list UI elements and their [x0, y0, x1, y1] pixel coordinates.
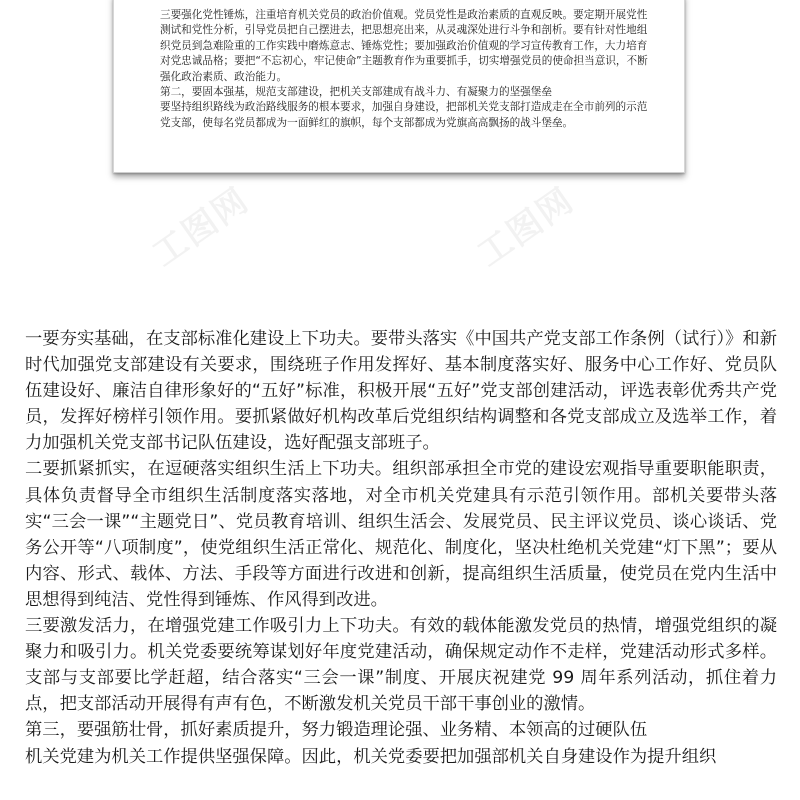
preview-paragraph: 第二，要固本强基，规范支部建设，把机关支部建成有战斗力、有凝聚力的坚强堡垒	[160, 86, 552, 99]
body-paragraph: 三要激发活力，在增强党建工作吸引力上下功夫。有效的载体能激发党员的热情，增强党组织的凝聚力和吸引力。机关党委要统筹谋划好年度党建活动，确保规定动作不走样，党建活动形式多样。支部与支部要比学赶超，结合落实“三会一课”制度、开展庆祝建党 99 周年系列活动，抓住着力点，把支部活动开展得有声有色，不断激发机关党员干部干事创业的激情。	[25, 616, 777, 715]
body-paragraph: 二要抓紧抓实，在逗硬落实组织生活上下功夫。组织部承担全市党的建设宏观指导重要职能职责，具体负责督导全市组织生活制度落实落地，对全市机关党建具有示范引领作用。部机关要带头落实“三会一课”“主题党日”、党员教育培训、组织生活会、发展党员、民主评议党员、谈心谈话、党务公开等“八项制度”，使党组织生活正常化、规范化、制度化，坚决杜绝机关党建“灯下黑”；要从内容、形式、载体、方法、手段等方面进行改进和创新，提高组织生活质量，使党员在党内生活中思想得到纯洁、党性得到锤炼、作风得到改进。	[25, 459, 777, 610]
watermark-text: 工图网	[145, 180, 257, 275]
preview-area	[0, 0, 800, 300]
preview-paragraph: 三要强化党性锤炼，注重培育机关党员的政治价值观。党员党性是政治素质的直观反映。要定期开展党性测试和党性分析，引导党员把自己摆进去，把思想亮出来，从灵魂深处进行斗争和剖析。要有针对性地组织党员到急难险重的工作实践中磨炼意志、锤炼党性；要加强政治价值观的学习宣传教育工作，大力培育对党忠诚品格；要把“不忘初心，牢记使命”主题教育作为重要抓手，切实增强党员的使命担当意识，不断强化政治素质、政治能力。	[160, 9, 648, 83]
watermark-text: 工图网	[470, 180, 582, 275]
preview-paragraph: 要坚持组织路线为政治路线服务的根本要求，加强自身建设，把部机关党支部打造成走在全市前列的示范党支部，使每名党员都成为一面鲜红的旗帜，每个支部都成为党旗高高飘扬的战斗堡垒。	[160, 101, 648, 129]
body-paragraph: 一要夯实基础，在支部标准化建设上下功夫。要带头落实《中国共产党支部工作条例（试行）》和新时代加强党支部建设有关要求，围绕班子作用发挥好、基本制度落实好、服务中心工作好、党员队伍建设好、廉洁自律形象好的“五好”标准，积极开展“五好”党支部创建活动，评选表彰优秀共产党员，发挥好榜样引领作用。要抓紧做好机构改革后党组织结构调整和各党支部成立及选举工作，着力加强机关党支部书记队伍建设，选好配强支部班子。	[25, 329, 777, 454]
document-body	[25, 326, 777, 770]
preview-text	[160, 8, 655, 131]
body-paragraph: 机关党建为机关工作提供坚强保障。因此，机关党委要把加强部机关自身建设作为提升组织	[25, 746, 717, 767]
document-preview-card	[113, 0, 685, 173]
section-heading: 第三，要强筋壮骨，抓好素质提升，努力锻造理论强、业务精、本领高的过硬队伍	[25, 720, 648, 741]
